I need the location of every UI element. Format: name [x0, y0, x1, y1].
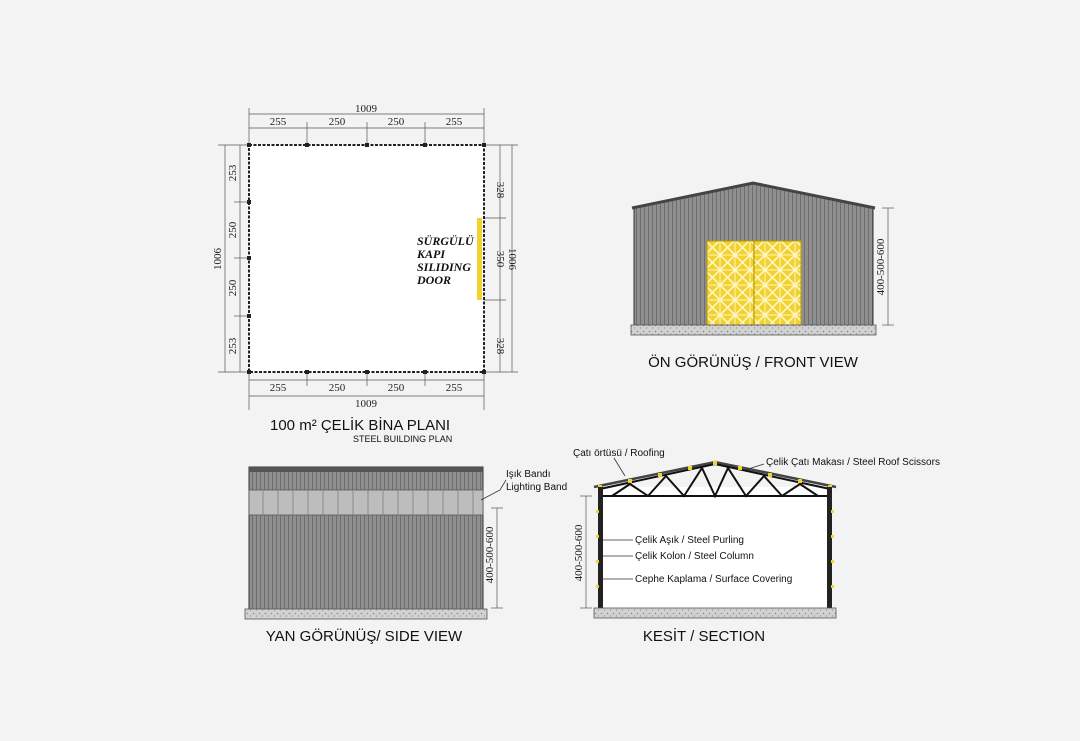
plan-right-seg-1: 328: [494, 181, 506, 199]
plan-bottom-seg-1: 255: [269, 382, 287, 394]
svg-text:DOOR: DOOR: [417, 273, 452, 287]
plan-subtitle: STEEL BUILDING PLAN: [353, 434, 453, 444]
plan-right-total: 1006: [506, 248, 518, 270]
section-view: [573, 448, 940, 645]
front-height-label: 400-500-600: [875, 238, 887, 296]
front-view-title: ÖN GÖRÜNÜŞ / FRONT VIEW: [648, 354, 858, 371]
plan-top-seg-1: 255: [269, 116, 287, 128]
lighting-band-label-tr: Işık Bandı: [506, 469, 551, 480]
surface-covering-label: Cephe Kaplama / Surface Covering: [635, 574, 793, 585]
plan-right-seg-2: 350: [494, 250, 506, 268]
plan-bottom-seg-3: 250: [387, 382, 405, 394]
section-height-label: 400-500-600: [573, 524, 585, 582]
right-steel-column: [827, 487, 832, 609]
plan-left-seg-1: 253: [227, 164, 239, 182]
side-roof-edge: [249, 467, 483, 472]
svg-text:SÜRGÜLÜ: SÜRGÜLÜ: [417, 234, 474, 248]
section-base: [594, 608, 836, 618]
plan-top-total: 1009: [355, 103, 377, 115]
svg-text:KAPI: KAPI: [417, 247, 446, 261]
front-view: [631, 183, 894, 371]
building-plan: [212, 103, 518, 444]
plan-top-seg-3: 250: [387, 116, 405, 128]
plan-title: 100 m² ÇELİK BİNA PLANI: [270, 417, 451, 434]
plan-bottom-seg-4: 255: [445, 382, 463, 394]
plan-top-seg-2: 250: [328, 116, 346, 128]
lighting-band: [249, 490, 483, 515]
plan-walls: [249, 145, 484, 372]
side-cladding: [249, 467, 483, 610]
roof-scissors-label: Çelik Çatı Makası / Steel Roof Scissors: [766, 457, 940, 468]
plan-left-seg-2: 250: [227, 221, 239, 239]
front-base: [631, 325, 876, 335]
side-view: [245, 467, 567, 645]
steel-purling-label: Çelik Aşık / Steel Purling: [635, 535, 744, 546]
section-interior: [600, 487, 830, 609]
side-height-label: 400-500-600: [484, 526, 496, 584]
lighting-band-label-en: Lighting Band: [506, 482, 568, 493]
side-base: [245, 609, 487, 619]
section-title: KESİT / SECTION: [642, 628, 766, 645]
plan-top-seg-4: 255: [445, 116, 463, 128]
lighting-band-leader: [481, 480, 506, 500]
side-view-title: YAN GÖRÜNÜŞ/ SIDE VIEW: [265, 628, 463, 645]
plan-left-seg-3: 250: [227, 279, 239, 297]
left-steel-column: [598, 487, 603, 609]
plan-left-total: 1006: [212, 248, 224, 270]
roofing-label: Çatı örtüsü / Roofing: [573, 448, 665, 459]
plan-bottom-total: 1009: [355, 398, 377, 410]
plan-left-seg-4: 253: [227, 337, 239, 355]
plan-right-seg-3: 328: [494, 337, 506, 355]
plan-sliding-door: [477, 218, 482, 300]
svg-text:SILIDING: SILIDING: [417, 260, 472, 274]
plan-bottom-seg-2: 250: [328, 382, 346, 394]
steel-column-label: Çelik Kolon / Steel Column: [635, 551, 754, 562]
